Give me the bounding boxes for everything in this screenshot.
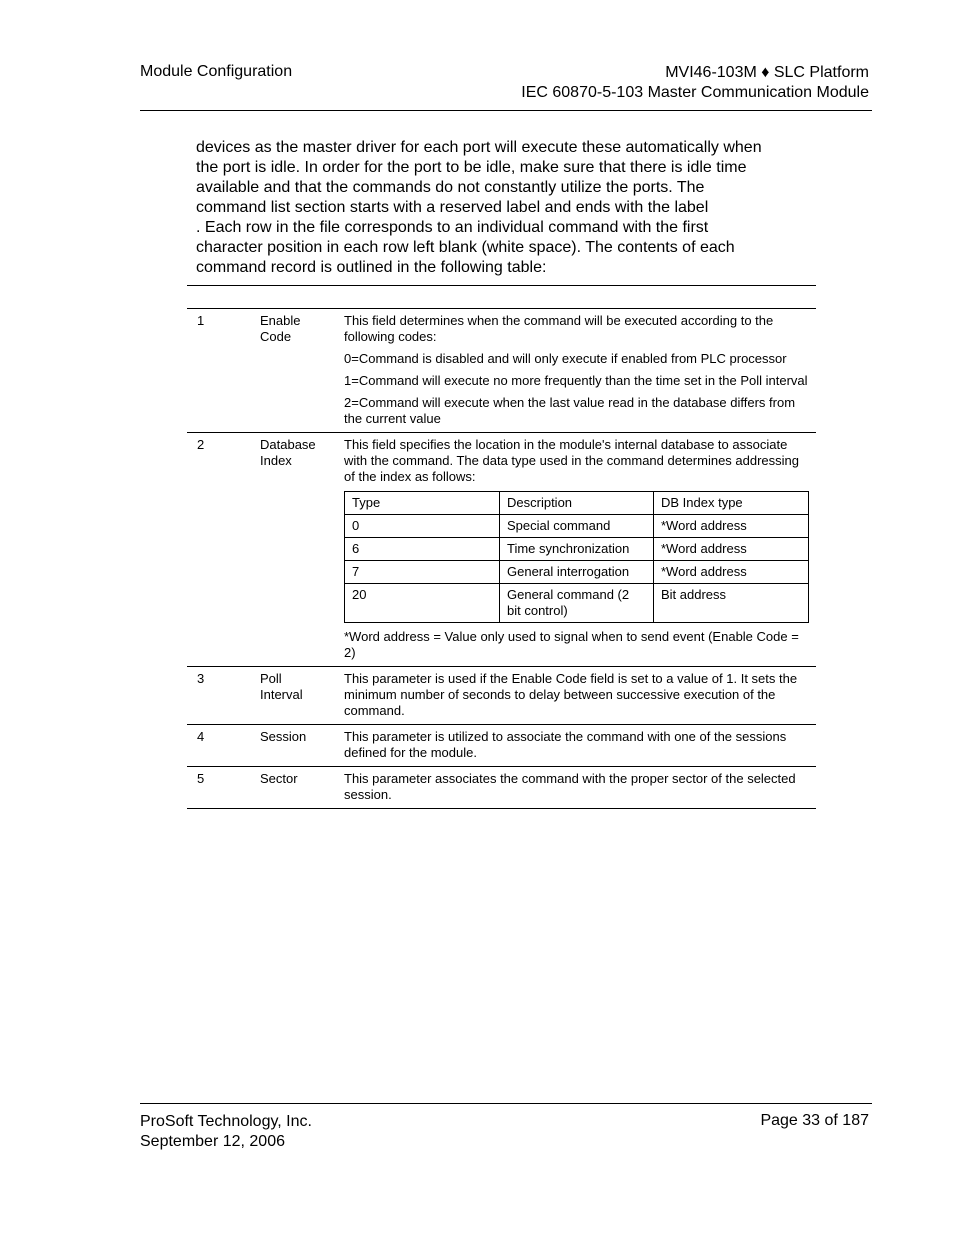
row-description [337, 437, 816, 661]
description-text: 1=Command will execute no more frequently than the time set in the Poll interval [344, 373, 808, 388]
header-section-title: Module Configuration [140, 63, 293, 80]
footer-company: ProSoft Technology, Inc. [140, 1113, 312, 1130]
subtable-row [345, 561, 809, 584]
description-text: This field determines when the command will be executed according to the following codes: [344, 313, 774, 344]
subtable-header-row [345, 492, 809, 515]
row-field-name: Database Index [260, 437, 316, 468]
table-top-rule [187, 285, 816, 286]
subtable-cell: 0 [345, 515, 500, 538]
row-description [337, 771, 816, 803]
row-description [337, 729, 816, 761]
subtable-cell: *Word address [654, 561, 809, 584]
description-text: 0=Command is disabled and will only execute if enabled from PLC processor [344, 351, 787, 366]
row-field-name: Enable Code [260, 313, 301, 344]
subtable-cell: General command (2 bit control) [500, 584, 654, 623]
subtable-cell: General interrogation [500, 561, 654, 584]
subtable-row [345, 584, 809, 623]
command-record-table [187, 309, 816, 809]
description-text: This parameter is used if the Enable Code field is set to a value of 1. It sets the minimum number of seconds to delay between successive execution of the command. [344, 671, 798, 718]
row-field-name: Session [260, 729, 307, 744]
subtable-cell: 7 [345, 561, 500, 584]
row-description [337, 313, 816, 427]
db-index-type-table [344, 491, 809, 623]
description-text: 2=Command will execute when the last value read in the database differs from the current value [344, 395, 796, 426]
row-number: 2 [197, 437, 205, 452]
footer-divider [140, 1103, 872, 1104]
footer-date: September 12, 2006 [140, 1133, 285, 1150]
table-row [187, 767, 816, 809]
header-divider [140, 110, 872, 111]
subtable-cell: 6 [345, 538, 500, 561]
description-text: This parameter associates the command with the proper sector of the selected session. [344, 771, 796, 802]
subtable-cell: Special command [500, 515, 654, 538]
row-number: 3 [197, 671, 205, 686]
footer-page-number: Page 33 of 187 [760, 1112, 869, 1129]
subtable-header-cell: Description [500, 492, 654, 515]
row-number: 4 [197, 729, 205, 744]
subtable-cell: Time synchronization [500, 538, 654, 561]
row-number: 5 [197, 771, 205, 786]
footer-left [140, 1112, 312, 1152]
table-row [187, 433, 816, 667]
header-product-line: MVI46-103M ♦ SLC Platform [665, 64, 869, 81]
subtable-cell: *Word address [654, 515, 809, 538]
row-field-name: Sector [260, 771, 298, 786]
table-row [187, 667, 816, 725]
subtable-note: *Word address = Value only used to signal when to send event (Enable Code = 2) [344, 629, 799, 660]
row-description [337, 671, 816, 719]
row-field-name: Poll Interval [260, 671, 303, 702]
intro-paragraph [196, 138, 816, 278]
subtable-cell: 20 [345, 584, 500, 623]
description-text: This parameter is utilized to associate the command with one of the sessions defined for the module. [344, 729, 787, 760]
row-number: 1 [197, 313, 205, 328]
subtable-cell: Bit address [654, 584, 809, 623]
table-row [187, 725, 816, 767]
header-product [521, 63, 869, 103]
intro-text: devices as the master driver for each port will execute these automatically when the port is idle. In order for the port to be idle, make sure that there is idle time available and that the commands do not constantly utilize the ports. The command list section starts with a reserved label and ends with the label . Each row in the file corresponds to an individual command with the first character position in each row left blank (white space). The contents of each command record is outlined in the following table: [196, 139, 762, 276]
subtable-cell: *Word address [654, 538, 809, 561]
subtable-header-cell: Type [345, 492, 500, 515]
description-text: This field specifies the location in the module's internal database to associate with the command. The data type used in the command determines addressing of the index as follows: [344, 437, 800, 484]
subtable-row [345, 515, 809, 538]
header-product-name: IEC 60870-5-103 Master Communication Module [521, 84, 869, 101]
table-row [187, 309, 816, 433]
subtable-row [345, 538, 809, 561]
subtable-header-cell: DB Index type [654, 492, 809, 515]
